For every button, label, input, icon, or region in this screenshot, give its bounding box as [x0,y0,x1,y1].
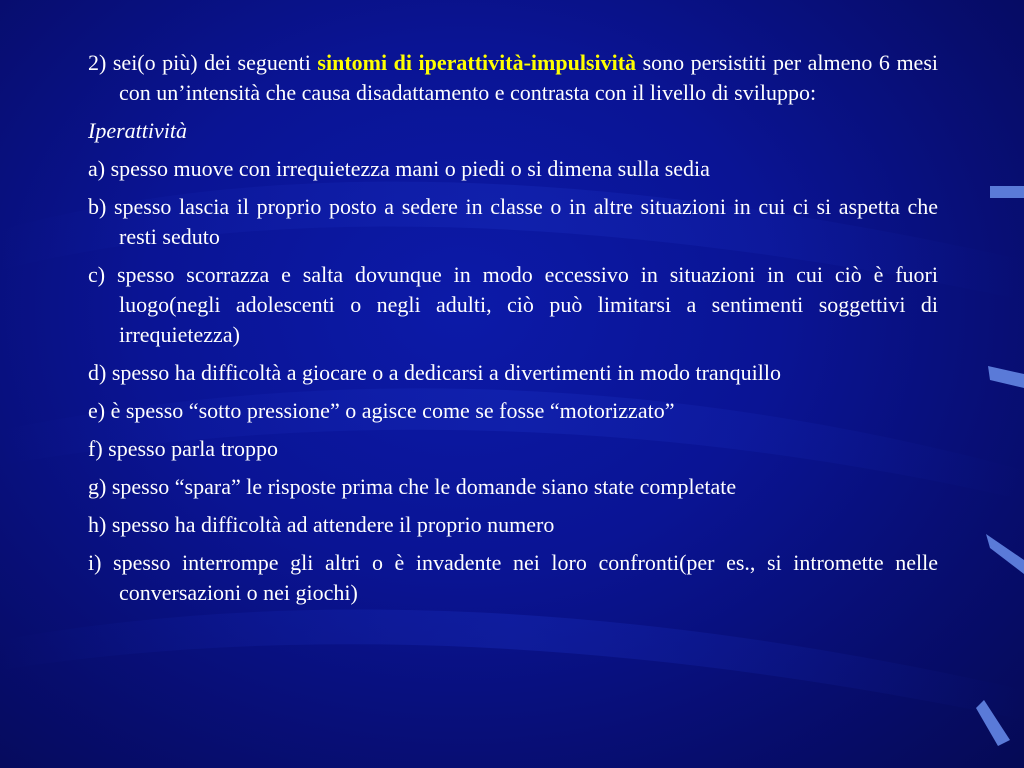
accent-stripe [990,186,1024,198]
background-swoosh [0,610,1024,720]
accent-stripe [988,366,1024,388]
slide-body [88,48,938,616]
list-item: a) spesso muove con irrequietezza mani o piedi o si dimena sulla sedia [88,156,710,181]
list-item: g) spesso “spara” le risposte prima che le domande siano state completate [88,474,737,499]
list-item: e) è spesso “sotto pressione” o agisce come se fosse “motorizzato” [88,398,675,423]
highlighted-phrase: sintomi di iperattività-impulsività [317,50,637,75]
intro-text-start: 2) sei(o più) dei seguenti [88,50,318,75]
list-item: d) spesso ha difficoltà a giocare o a dedicarsi a divertimenti in modo tranquillo [88,360,781,385]
intro-text-end: sono persistiti per almeno 6 mesi con un’intensità che causa disadattamento e contrasta con il livello di sviluppo: [119,50,938,105]
accent-stripe [986,534,1024,574]
section-heading: Iperattività [88,118,187,143]
list-item: h) spesso ha difficoltà ad attendere il proprio numero [88,512,555,537]
list-item: c) spesso scorrazza e salta dovunque in modo eccessivo in situazioni in cui ciò è fuori luogo(negli adolescenti o negli adulti, ciò può limitarsi a sentimenti soggettivi di irrequietezza) [88,262,938,347]
list-item: b) spesso lascia il proprio posto a sedere in classe o in altre situazioni in cui ci si aspetta che resti seduto [88,194,938,249]
list-item: i) spesso interrompe gli altri o è invadente nei loro confronti(per es., si intromette nelle conversazioni o nei giochi) [88,550,938,605]
intro-paragraph [88,48,938,108]
list-item: f) spesso parla troppo [88,436,279,461]
